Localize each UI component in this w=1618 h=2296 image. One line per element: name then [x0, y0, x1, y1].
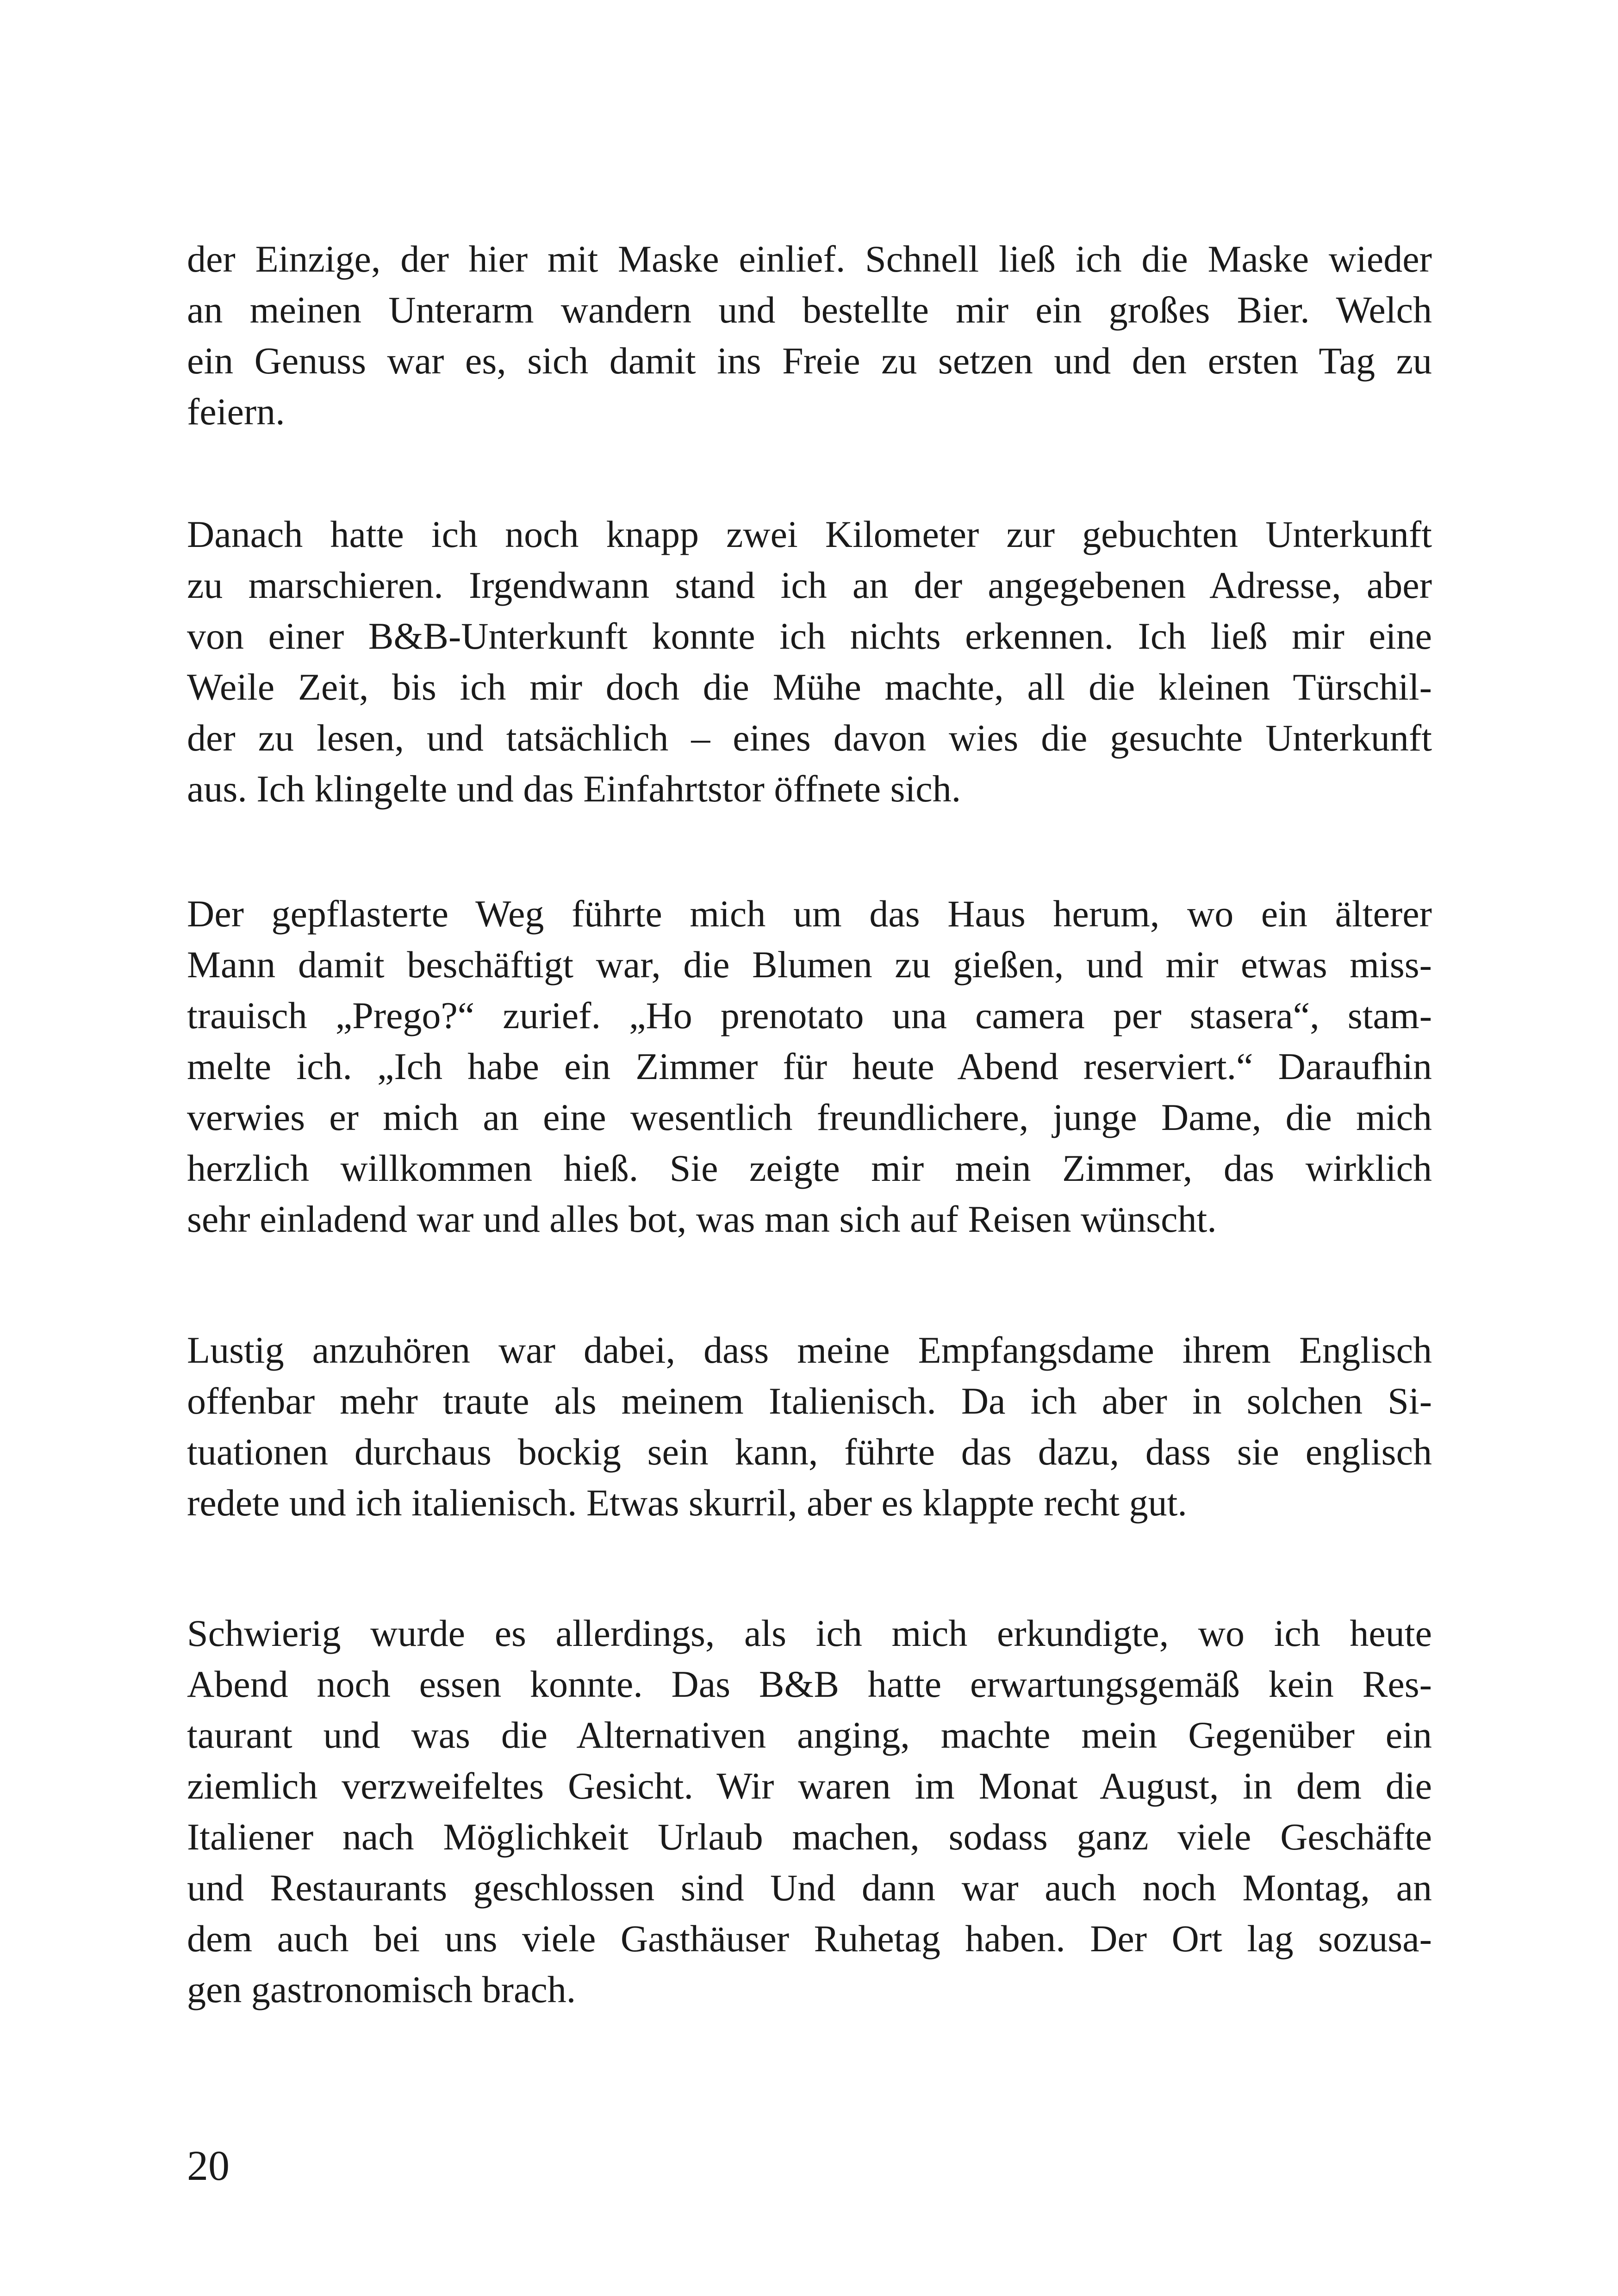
- text-line: taurant und was die Alternativen anging, machte mein Gegenüber ein: [187, 1714, 1432, 1756]
- text-line: der zu lesen, und tatsächlich – eines davon wies die gesuchte Unterkunft: [187, 717, 1432, 759]
- text-line: an meinen Unterarm wandern und bestellte mir ein großes Bier. Welch: [187, 289, 1432, 331]
- page-number: 20: [187, 2142, 230, 2189]
- text-line: tuationen durchaus bockig sein kann, führte das dazu, dass sie englisch: [187, 1431, 1432, 1473]
- text-line: von einer B&B-Unterkunft konnte ich nichts erkennen. Ich ließ mir eine: [187, 615, 1432, 657]
- text-line: dem auch bei uns viele Gasthäuser Ruhetag haben. Der Ort lag sozusa-: [187, 1917, 1432, 1960]
- text-line: verwies er mich an eine wesentlich freundlichere, junge Dame, die mich: [187, 1096, 1432, 1138]
- text-line: gen gastronomisch brach.: [187, 1968, 576, 2011]
- paragraph-3: [187, 888, 1432, 1245]
- text-line: redete und ich italienisch. Etwas skurril, aber es klappte recht gut.: [187, 1482, 1187, 1524]
- text-line: Danach hatte ich noch knapp zwei Kilometer zur gebuchten Unterkunft: [187, 513, 1432, 555]
- text-line: Italiener nach Möglichkeit Urlaub machen, sodass ganz viele Geschäfte: [187, 1816, 1432, 1858]
- text-line: Schwierig wurde es allerdings, als ich mich erkundigte, wo ich heute: [187, 1612, 1432, 1654]
- text-line: offenbar mehr traute als meinem Italienisch. Da ich aber in solchen Si-: [187, 1380, 1432, 1422]
- text-line: sehr einladend war und alles bot, was man sich auf Reisen wünscht.: [187, 1198, 1217, 1240]
- paragraph-2: [187, 509, 1432, 814]
- text-line: Der gepflasterte Weg führte mich um das Haus herum, wo ein älterer: [187, 893, 1432, 935]
- text-line: herzlich willkommen hieß. Sie zeigte mir mein Zimmer, das wirklich: [187, 1147, 1432, 1189]
- text-line: trauisch „Prego?“ zurief. „Ho prenotato una camera per stasera“, stam-: [187, 994, 1432, 1036]
- text-line: und Restaurants geschlossen sind Und dann war auch noch Montag, an: [187, 1867, 1432, 1909]
- text-line: melte ich. „Ich habe ein Zimmer für heute Abend reserviert.“ Daraufhin: [187, 1045, 1432, 1087]
- text-line: Lustig anzuhören war dabei, dass meine Empfangsdame ihrem Englisch: [187, 1329, 1432, 1371]
- text-line: aus. Ich klingelte und das Einfahrtstor öffnete sich.: [187, 768, 961, 810]
- text-line: Abend noch essen konnte. Das B&B hatte erwartungsgemäß kein Res-: [187, 1663, 1432, 1705]
- text-line: ziemlich verzweifeltes Gesicht. Wir waren im Monat August, in dem die: [187, 1765, 1432, 1807]
- text-line: Mann damit beschäftigt war, die Blumen zu gießen, und mir etwas miss-: [187, 943, 1432, 986]
- paragraph-4: [187, 1325, 1432, 1528]
- text-line: Weile Zeit, bis ich mir doch die Mühe machte, all die kleinen Türschil-: [187, 666, 1432, 708]
- text-line: feiern.: [187, 391, 285, 433]
- text-line: zu marschieren. Irgendwann stand ich an der angegebenen Adresse, aber: [187, 564, 1432, 606]
- paragraph-5: [187, 1608, 1432, 2015]
- text-line: ein Genuss war es, sich damit ins Freie zu setzen und den ersten Tag zu: [187, 340, 1432, 382]
- paragraph-1: [187, 234, 1432, 437]
- text-line: der Einzige, der hier mit Maske einlief. Schnell ließ ich die Maske wieder: [187, 238, 1432, 280]
